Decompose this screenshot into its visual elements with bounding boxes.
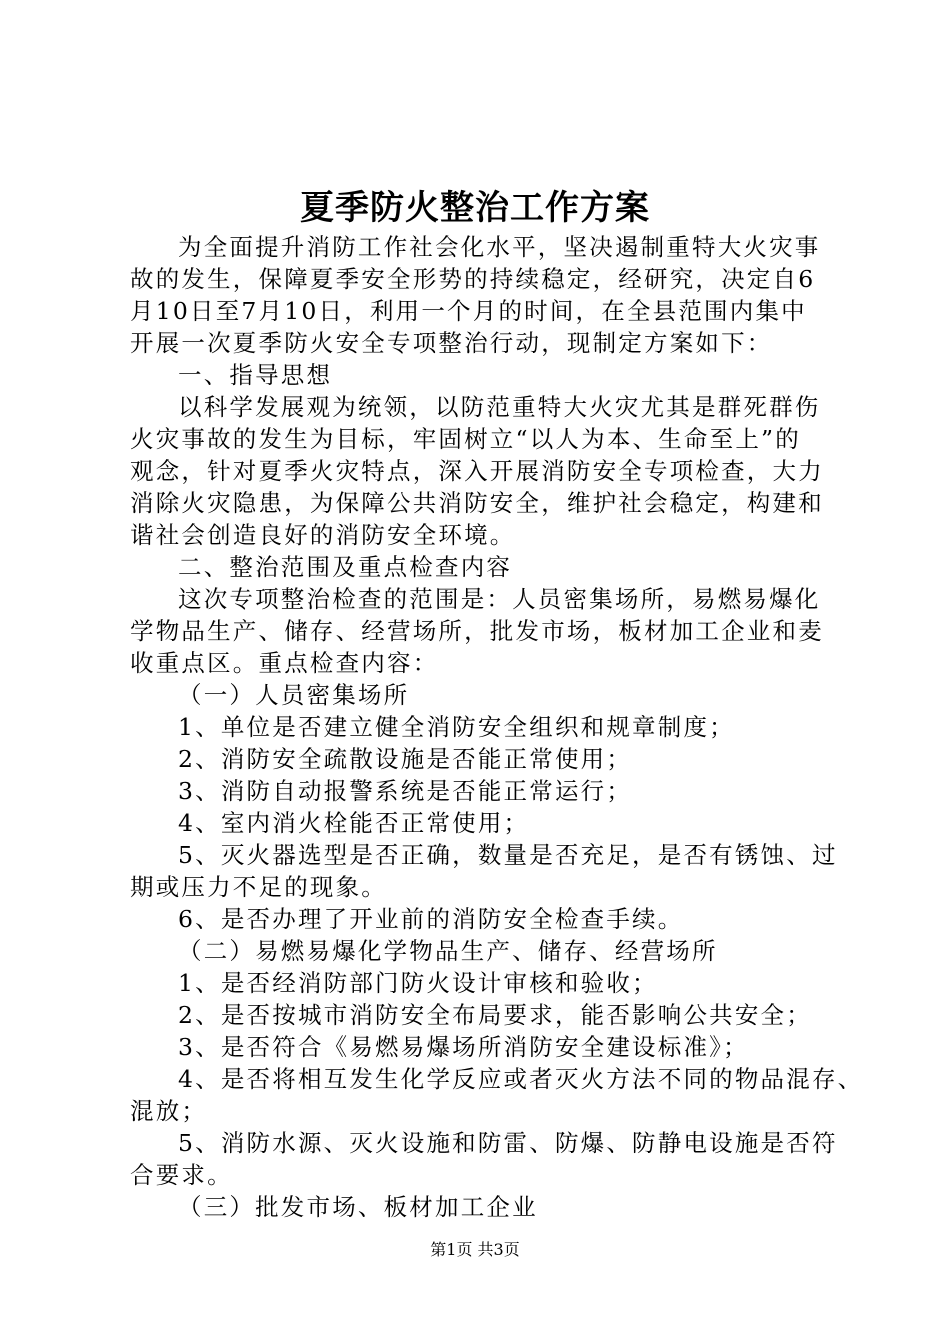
document-title: 夏季防火整治工作方案 [300,188,650,228]
paragraph-line: 这次专项整治检查的范围是：人员密集场所，易燃易爆化 [178,585,821,613]
list-item: 5、消防水源、灭火设施和防雷、防爆、防静电设施是否符 [178,1129,838,1157]
paragraph-line: 谐社会创造良好的消防安全环境。 [130,521,516,549]
paragraph-line: 开展一次夏季防火安全专项整治行动，现制定方案如下： [130,329,773,357]
list-item: 2、消防安全疏散设施是否能正常使用； [178,745,633,773]
list-item: 期或压力不足的现象。 [130,873,387,901]
list-item: 4、是否将相互发生化学反应或者灭火方法不同的物品混存、 [178,1065,864,1093]
list-item: 1、单位是否建立健全消防安全组织和规章制度； [178,713,735,741]
subsection-heading: （二）易燃易爆化学物品生产、储存、经营场所 [178,937,718,965]
paragraph-line: 消除火灾隐患，为保障公共消防安全，维护社会稳定，构建和 [130,489,824,517]
paragraph-line: 以科学发展观为统领，以防范重特大火灾尤其是群死群伤 [178,393,821,421]
page-footer: 第1页 共3页 [430,1240,520,1259]
paragraph-line: 为全面提升消防工作社会化水平，坚决遏制重特大火灾事 [178,233,821,261]
list-item: 3、消防自动报警系统是否能正常运行； [178,777,633,805]
subsection-heading: （一）人员密集场所 [178,681,410,709]
paragraph-line: 月10日至7月10日，利用一个月的时间，在全县范围内集中 [130,297,807,325]
list-item: 2、是否按城市消防安全布局要求，能否影响公共安全； [178,1001,812,1029]
paragraph-line: 学物品生产、储存、经营场所，批发市场，板材加工企业和麦 [130,617,824,645]
list-item: 6、是否办理了开业前的消防安全检查手续。 [178,905,684,933]
section-heading: 一、指导思想 [178,361,333,389]
paragraph-line: 收重点区。重点检查内容： [130,649,439,677]
paragraph-line: 火灾事故的发生为目标，牢固树立“以人为本、生命至上”的 [130,425,801,453]
list-item: 混放； [130,1097,208,1125]
subsection-heading: （三）批发市场、板材加工企业 [178,1193,538,1221]
list-item: 1、是否经消防部门防火设计审核和验收； [178,969,658,997]
list-item: 5、灭火器选型是否正确，数量是否充足，是否有锈蚀、过 [178,841,838,869]
paragraph-line: 故的发生，保障夏季安全形势的持续稳定，经研究，决定自6 [130,265,816,293]
list-item: 3、是否符合《易燃易爆场所消防安全建设标准》； [178,1033,749,1061]
paragraph-line: 观念，针对夏季火灾特点，深入开展消防安全专项检查，大力 [130,457,824,485]
list-item: 4、室内消火栓能否正常使用； [178,809,530,837]
section-heading: 二、整治范围及重点检查内容 [178,553,513,581]
list-item: 合要求。 [130,1161,233,1189]
